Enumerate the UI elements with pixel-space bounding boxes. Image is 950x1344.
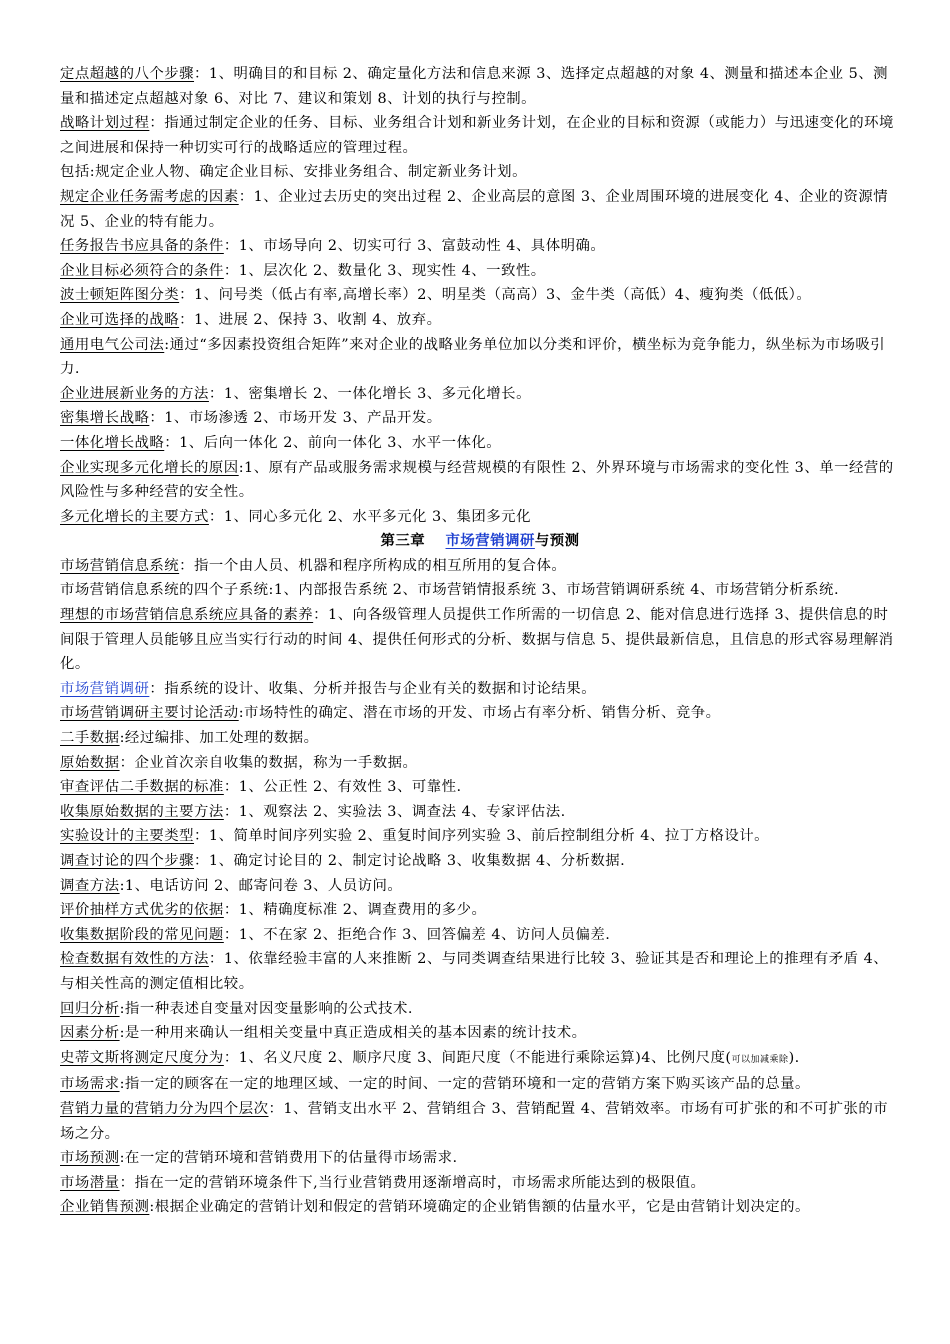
- definition: ：1、确定讨论目的 2、制定讨论战略 3、收集数据 4、分析数据.: [194, 853, 626, 869]
- term: 企业实现多元化增长的原因: [60, 459, 239, 476]
- term: 规定企业任务需考虑的因素: [60, 188, 239, 205]
- paragraph: [60, 923, 900, 948]
- term: 收集数据阶段的常见问题: [60, 926, 224, 943]
- paragraph: [60, 1171, 900, 1196]
- term: 回归分析: [60, 1000, 120, 1017]
- paragraph: [60, 578, 900, 603]
- paragraph: [60, 185, 900, 234]
- definition: :指一种表述自变量对因变量影响的公式技术.: [119, 1000, 413, 1017]
- chapter-number: 第三章: [380, 532, 446, 550]
- term: 实验设计的主要类型: [60, 828, 195, 845]
- definition: :指一定的顾客在一定的地理区域、一定的时间、一定的营销环境和一定的营销方案下购买该产品的总量。: [119, 1076, 810, 1093]
- term: 波士顿矩阵图分类: [60, 287, 180, 304]
- definition: ：1、企业过去历史的突出过程 2、企业高层的意图 3、企业周围环境的进展变化 4、企业的资源情况 5、企业的特有能力。: [60, 188, 889, 230]
- definition: ：1、密集增长 2、一体化增长 3、多元化增长。: [208, 385, 531, 402]
- term: 市场需求: [60, 1076, 120, 1093]
- definition: ：1、简单时间序列实验 2、重复时间序列实验 3、前后控制组分析 4、拉丁方格设计。: [194, 828, 770, 845]
- definition: ：1、名义尺度 2、顺序尺度 3、间距尺度（不能进行乘除运算)4、比例尺度(: [223, 1049, 732, 1066]
- term: 企业目标必须符合的条件: [60, 262, 224, 279]
- term: 多元化增长的主要方式: [60, 508, 209, 525]
- paragraph: [60, 947, 900, 996]
- paragraph: [60, 283, 900, 308]
- definition: ：指系统的设计、收集、分析并报告与企业有关的数据和讨论结果。: [149, 680, 597, 697]
- paragraph: [60, 1097, 900, 1146]
- footnote-text: 可以加减乘除: [731, 1054, 789, 1065]
- definition: :通过“多因素投资组合矩阵”来对企业的战略业务单位加以分类和评价，横坐标为竞争能力，纵坐标为市场吸引力.: [60, 336, 886, 378]
- definition: :市场特性的确定、潜在市场的开发、市场占有率分析、销售分析、竞争。: [238, 705, 721, 722]
- definition: 市场营销信息系统的四个子系统:1、内部报告系统 2、市场营销情报系统 3、市场营销调研系统 4、市场营销分析系统.: [60, 582, 840, 599]
- paragraph: [60, 824, 900, 849]
- paragraph: [60, 505, 900, 530]
- term: 市场预测: [60, 1150, 120, 1167]
- paragraph: [60, 160, 900, 185]
- paragraph: [60, 677, 900, 702]
- term: 理想的市场营销信息系统应具备的素养: [60, 607, 314, 624]
- term: 通用电气公司法: [60, 336, 165, 353]
- paragraph: [60, 308, 900, 333]
- paragraph: [60, 333, 900, 382]
- definition: :经过编排、加工处理的数据。: [119, 730, 319, 747]
- definition: ：1、观察法 2、实验法 3、调查法 4、专家评估法.: [223, 803, 566, 820]
- term: 调查讨论的四个步骤: [60, 853, 195, 869]
- paragraph: [60, 701, 900, 726]
- paragraph: [60, 259, 900, 284]
- term-link[interactable]: 市场营销调研: [60, 680, 150, 697]
- chapter-title-link[interactable]: 市场营销调研: [445, 532, 535, 550]
- definition: :是一种用来确认一组相关变量中真正造成相关的基本因素的统计技术。: [119, 1025, 587, 1042]
- paragraph: [60, 62, 900, 111]
- definition: ：1、不在家 2、拒绝合作 3、回答偏差 4、访问人员偏差.: [223, 926, 611, 943]
- paragraph: [60, 898, 900, 923]
- paragraph: [60, 1046, 900, 1073]
- definition: ：1、向各级管理人员提供工作所需的一切信息 2、能对信息进行选择 3、提供信息的时间限于管理人员能够且应当实行行动的时间 4、提供任何形式的分析、数据与信息 5、提供最新信息，且信息的形式容易理解消化。: [60, 607, 894, 673]
- paragraph: [60, 775, 900, 800]
- definition: ：1、精确度标准 2、调查费用的多少。: [223, 902, 487, 919]
- paragraph: [60, 382, 900, 407]
- paragraph: [60, 1072, 900, 1097]
- definition: ：指在一定的营销环境条件下,当行业营销费用逐渐增高时，市场需求所能达到的极限值。: [119, 1174, 706, 1191]
- term: 一体化增长战略: [60, 434, 165, 451]
- term: 定点超越的八个步骤: [60, 66, 195, 82]
- paragraph: [60, 1195, 900, 1220]
- term: 史蒂文斯将测定尺度分为: [60, 1049, 224, 1066]
- paragraph: [60, 997, 900, 1022]
- paragraph: [60, 1021, 900, 1046]
- definition: ：1、同心多元化 2、水平多元化 3、集团多元化: [208, 508, 531, 525]
- document-body: [60, 62, 900, 1220]
- paragraph: [60, 603, 900, 677]
- paragraph: [60, 406, 900, 431]
- definition: ：1、后向一体化 2、前向一体化 3、水平一体化。: [164, 434, 502, 451]
- definition: ：1、进展 2、保持 3、收割 4、放弃。: [179, 311, 442, 328]
- paragraph: [60, 874, 900, 899]
- definition-tail: ).: [788, 1049, 800, 1066]
- term: 检查数据有效性的方法: [60, 951, 209, 968]
- definition: :根据企业确定的营销计划和假定的营销环境确定的企业销售额的估量水平，它是由营销计划决定的。: [149, 1199, 810, 1216]
- term: 评价抽样方式优劣的依据: [60, 902, 224, 919]
- definition: ：指通过制定企业的任务、目标、业务组合计划和新业务计划，在企业的目标和资源（或能力）与迅速变化的环境之间进展和保持一种切实可行的战略适应的管理过程。: [60, 115, 894, 156]
- term: 因素分析: [60, 1025, 120, 1042]
- definition: ：1、市场导向 2、切实可行 3、富鼓动性 4、具体明确。: [223, 238, 606, 255]
- definition: :在一定的营销环境和营销费用下的估量得市场需求.: [119, 1150, 458, 1167]
- definition: ：1、营销支出水平 2、营销组合 3、营销配置 4、营销效率。市场有可扩张的和不可扩张的市场之分。: [60, 1100, 889, 1142]
- definition: ：1、层次化 2、数量化 3、现实性 4、一致性。: [223, 262, 546, 279]
- term: 密集增长战略: [60, 410, 150, 427]
- definition: 包括:规定企业人物、确定企业目标、安排业务组合、制定新业务计划。: [60, 164, 527, 181]
- paragraph: [60, 456, 900, 505]
- term: 市场营销调研主要讨论活动: [60, 705, 239, 722]
- term: 企业可选择的战略: [60, 311, 180, 328]
- term: 市场营销信息系统: [60, 557, 180, 574]
- definition: ：1、问号类（低占有率,高增长率）2、明星类（高高）3、金牛类（高低）4、瘦狗类（低低）。: [179, 287, 812, 304]
- paragraph: [60, 111, 900, 160]
- term: 企业销售预测: [60, 1199, 150, 1216]
- paragraph: [60, 849, 900, 874]
- definition: :1、原有产品或服务需求规模与经营规模的有限性 2、外界环境与市场需求的变化性 3、单一经营的风险性与多种经营的安全性。: [60, 459, 894, 501]
- paragraph: [60, 1146, 900, 1171]
- definition: ：企业首次亲自收集的数据，称为一手数据。: [119, 754, 418, 771]
- definition: ：1、公正性 2、有效性 3、可靠性.: [223, 779, 462, 796]
- paragraph: [60, 726, 900, 751]
- term: 企业进展新业务的方法: [60, 385, 209, 402]
- chapter-title-suffix: 与预测: [534, 532, 580, 550]
- paragraph: [60, 800, 900, 825]
- term: 调查方法: [60, 877, 120, 894]
- term: 战略计划过程: [60, 115, 150, 132]
- paragraph: [60, 751, 900, 776]
- definition: ：指一个由人员、机器和程序所构成的相互所用的复合体。: [179, 557, 567, 574]
- term: 市场潜量: [60, 1174, 120, 1191]
- term: 二手数据: [60, 730, 120, 747]
- term: 营销力量的营销力分为四个层次: [60, 1100, 269, 1117]
- term: 任务报告书应具备的条件: [60, 238, 224, 255]
- paragraph: [60, 234, 900, 259]
- definition: ：1、市场渗透 2、市场开发 3、产品开发。: [149, 410, 442, 427]
- paragraph: [60, 554, 900, 579]
- definition: :1、电话访问 2、邮寄问卷 3、人员访问。: [119, 877, 403, 894]
- term: 审查评估二手数据的标准: [60, 779, 224, 796]
- chapter-heading: [60, 529, 900, 554]
- term: 收集原始数据的主要方法: [60, 803, 224, 820]
- definition: ：1、依靠经验丰富的人来推断 2、与同类调查结果进行比较 3、验证其是否和理论上的推理有矛盾 4、与相关性高的测定值相比较。: [60, 951, 889, 992]
- term: 原始数据: [60, 754, 120, 771]
- definition: ：1、明确目的和目标 2、确定量化方法和信息来源 3、选择定点超越的对象 4、测量和描述本企业 5、测量和描述定点超越对象 6、对比 7、建议和策划 8、计划的执行与控制。: [60, 66, 889, 107]
- paragraph: [60, 431, 900, 456]
